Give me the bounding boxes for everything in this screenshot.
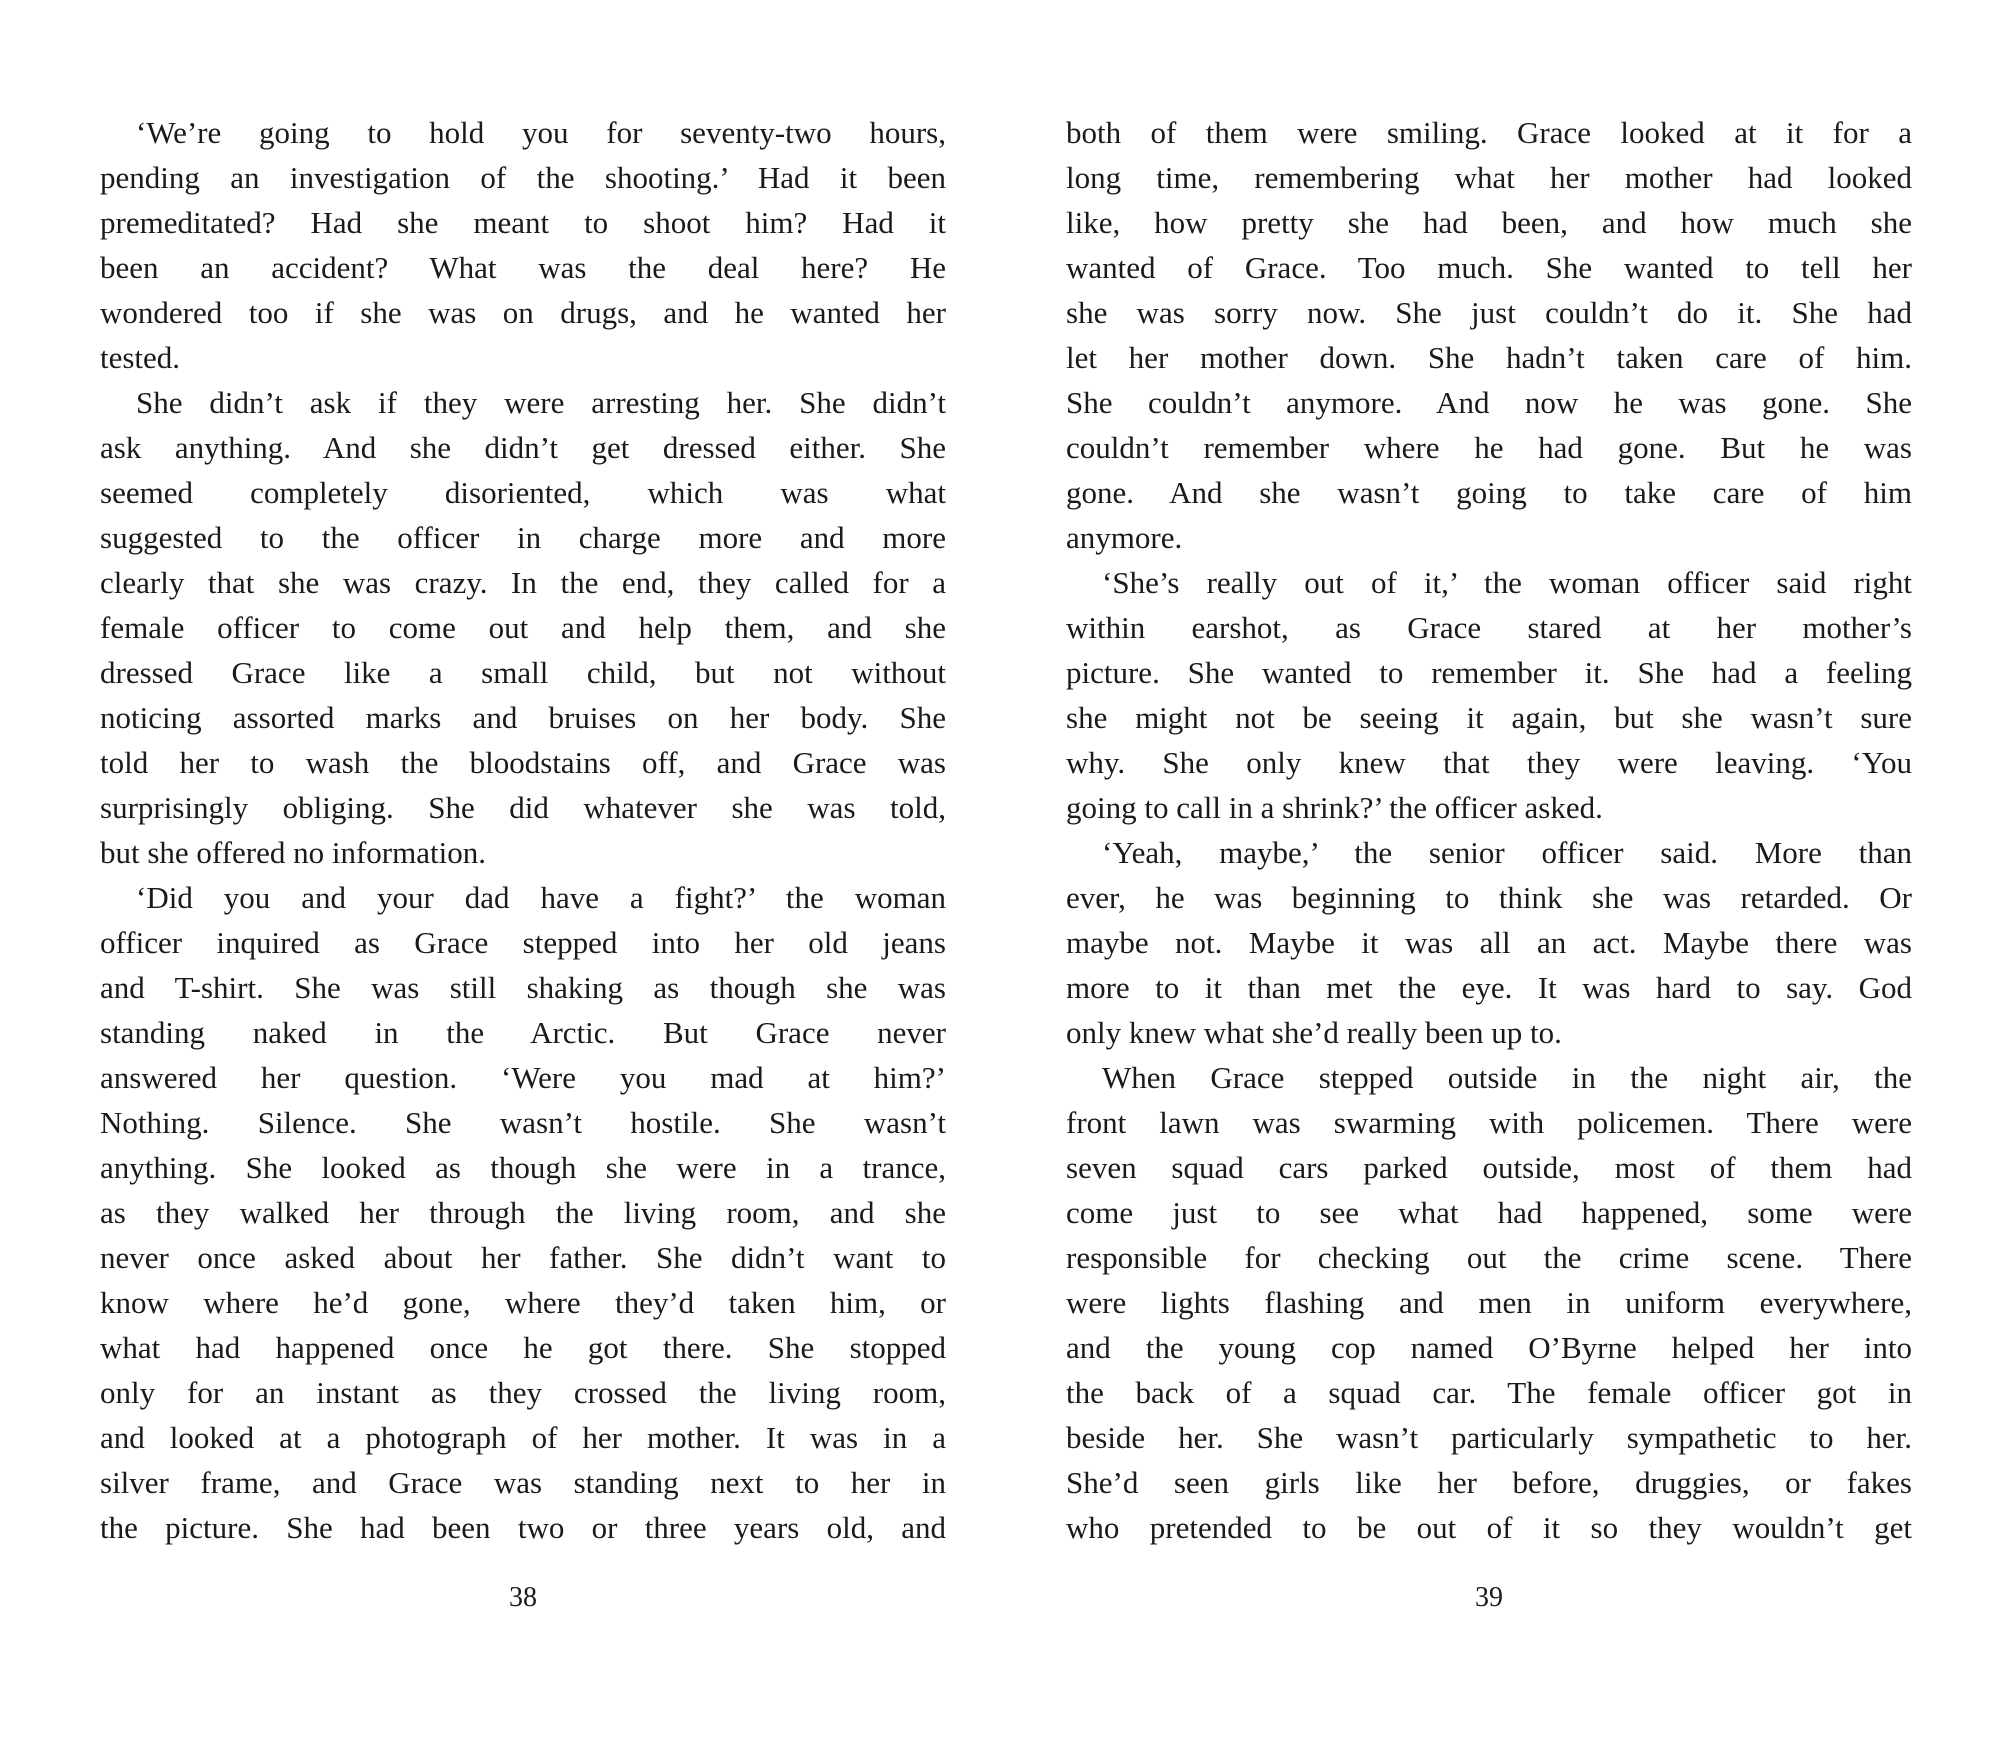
- text-line: why. She only knew that they were leaving. ‘You: [1066, 745, 1912, 780]
- text-line: both of them were smiling. Grace looked at it for a: [1066, 115, 1912, 150]
- left-page-number: 38: [509, 1582, 537, 1613]
- text-line: but she offered no information.: [100, 835, 486, 870]
- text-line: she was sorry now. She just couldn’t do it. She had: [1066, 295, 1912, 330]
- text-line: told her to wash the bloodstains off, and Grace was: [100, 745, 946, 780]
- text-line: surprisingly obliging. She did whatever she was told,: [100, 790, 946, 825]
- text-line: only knew what she’d really been up to.: [1066, 1015, 1562, 1050]
- text-line: ‘Yeah, maybe,’ the senior officer said. More than: [1102, 835, 1912, 870]
- text-line: seemed completely disoriented, which was what: [100, 475, 946, 510]
- text-line: ‘Did you and your dad have a fight?’ the woman: [136, 880, 946, 915]
- text-line: answered her question. ‘Were you mad at him?’: [100, 1060, 946, 1095]
- text-line: and T-shirt. She was still shaking as though she was: [100, 970, 946, 1005]
- text-line: gone. And she wasn’t going to take care of him: [1066, 475, 1912, 510]
- text-line: She’d seen girls like her before, druggies, or fakes: [1066, 1465, 1912, 1500]
- text-line: within earshot, as Grace stared at her mother’s: [1066, 610, 1912, 645]
- text-line: clearly that she was crazy. In the end, they called for a: [100, 565, 946, 600]
- text-line: she might not be seeing it again, but she wasn’t sure: [1066, 700, 1912, 735]
- text-line: female officer to come out and help them, and she: [100, 610, 946, 645]
- text-line: ‘We’re going to hold you for seventy-two hours,: [136, 115, 946, 150]
- text-line: ‘She’s really out of it,’ the woman officer said right: [1102, 565, 1912, 600]
- text-line: as they walked her through the living room, and she: [100, 1195, 946, 1230]
- right-page: [1066, 0, 1912, 1748]
- text-line: wondered too if she was on drugs, and he wanted her: [100, 295, 946, 330]
- text-line: know where he’d gone, where they’d taken him, or: [100, 1285, 946, 1320]
- text-line: ask anything. And she didn’t get dressed either. She: [100, 430, 946, 465]
- text-line: suggested to the officer in charge more and more: [100, 520, 946, 555]
- text-line: never once asked about her father. She didn’t want to: [100, 1240, 946, 1275]
- text-line: She didn’t ask if they were arresting her. She didn’t: [136, 385, 946, 420]
- text-line: let her mother down. She hadn’t taken care of him.: [1066, 340, 1912, 375]
- text-line: beside her. She wasn’t particularly sympathetic to her.: [1066, 1420, 1912, 1455]
- text-line: the back of a squad car. The female officer got in: [1066, 1375, 1912, 1410]
- right-page-number: 39: [1475, 1582, 1503, 1613]
- text-line: seven squad cars parked outside, most of them had: [1066, 1150, 1912, 1185]
- text-line: couldn’t remember where he had gone. But he was: [1066, 430, 1912, 465]
- text-line: tested.: [100, 340, 181, 375]
- right-page-text: [1066, 110, 1912, 1550]
- text-line: anything. She looked as though she were in a trance,: [100, 1150, 946, 1185]
- text-line: standing naked in the Arctic. But Grace never: [100, 1015, 946, 1050]
- text-line: dressed Grace like a small child, but not without: [100, 655, 946, 690]
- text-line: officer inquired as Grace stepped into her old jeans: [100, 925, 946, 960]
- text-line: responsible for checking out the crime scene. There: [1066, 1240, 1912, 1275]
- text-line: like, how pretty she had been, and how much she: [1066, 205, 1912, 240]
- text-line: ever, he was beginning to think she was retarded. Or: [1066, 880, 1912, 915]
- text-line: maybe not. Maybe it was all an act. Maybe there was: [1066, 925, 1912, 960]
- text-line: come just to see what had happened, some were: [1066, 1195, 1912, 1230]
- text-line: pending an investigation of the shooting.’ Had it been: [100, 160, 946, 195]
- text-line: long time, remembering what her mother had looked: [1066, 160, 1912, 195]
- text-line: wanted of Grace. Too much. She wanted to tell her: [1066, 250, 1912, 285]
- text-line: who pretended to be out of it so they wouldn’t get: [1066, 1510, 1912, 1545]
- text-line: silver frame, and Grace was standing next to her in: [100, 1465, 946, 1500]
- text-line: When Grace stepped outside in the night air, the: [1102, 1060, 1912, 1095]
- text-line: only for an instant as they crossed the living room,: [100, 1375, 946, 1410]
- text-line: and looked at a photograph of her mother. It was in a: [100, 1420, 946, 1455]
- text-line: anymore.: [1066, 520, 1183, 555]
- text-line: what had happened once he got there. She stopped: [100, 1330, 946, 1365]
- text-line: and the young cop named O’Byrne helped her into: [1066, 1330, 1912, 1365]
- text-line: more to it than met the eye. It was hard to say. God: [1066, 970, 1912, 1005]
- text-line: premeditated? Had she meant to shoot him? Had it: [100, 205, 946, 240]
- text-line: front lawn was swarming with policemen. There were: [1066, 1105, 1912, 1140]
- text-line: the picture. She had been two or three years old, and: [100, 1510, 946, 1545]
- text-line: noticing assorted marks and bruises on her body. She: [100, 700, 946, 735]
- text-line: Nothing. Silence. She wasn’t hostile. She wasn’t: [100, 1105, 946, 1140]
- text-line: been an accident? What was the deal here? He: [100, 250, 946, 285]
- text-line: were lights flashing and men in uniform everywhere,: [1066, 1285, 1912, 1320]
- text-line: She couldn’t anymore. And now he was gone. She: [1066, 385, 1912, 420]
- text-line: picture. She wanted to remember it. She had a feeling: [1066, 655, 1912, 690]
- left-page-text: [100, 110, 946, 1550]
- text-line: going to call in a shrink?’ the officer asked.: [1066, 790, 1603, 825]
- left-page: [100, 0, 946, 1748]
